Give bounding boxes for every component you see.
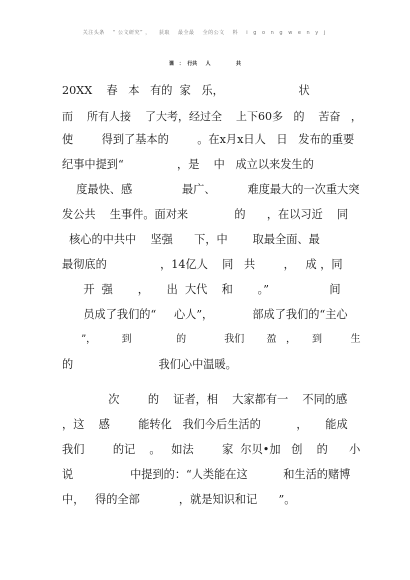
body-line: 员成了我们的“ 心人”， 部成了我们的“主心 xyxy=(62,308,348,321)
header-text: 关注头条 xyxy=(82,30,105,36)
body-line: ”， 到 的 我们 盈 ， 到 生 xyxy=(62,334,361,345)
body-line: ，这 感 能转化 我们今后生活的 ， 能成 xyxy=(62,418,348,431)
body-line: 的 我们心中温暖。 xyxy=(62,358,237,371)
body-line: 而 所有人接 了大考，经过全 上下60多 的 苦奋 ， xyxy=(62,110,362,123)
body-line: 最彻底的 ，14亿人 同 共 ， 成 ，同 xyxy=(62,258,343,271)
header-text: “ 公文研究” ， xyxy=(112,30,151,36)
body-line: 度最快、感 最广、 难度最大的一次重大突 xyxy=(62,183,360,196)
body-line: 我们 的记 。 如法 家 尔贝•加 创 的 小 xyxy=(62,443,361,456)
header-text: 最全最 xyxy=(177,30,195,36)
body-line: 次 的 证者，相 大家都有一 不同的感 xyxy=(62,393,348,406)
body-line: 使 得到了基本的 。在x月x日人 日 发布的重要 xyxy=(62,133,355,146)
body-line: 中， 得的全部 ，就是知识和记 ”。 xyxy=(62,493,296,506)
body-line: 20XX 春 本 有的 家 乐， 状 xyxy=(62,84,310,97)
header-text: 全的公文 xyxy=(202,30,225,36)
header-text: 获取 xyxy=(158,30,170,36)
body-line: 核心的中共中 坚强 下，中 取最全面、最 xyxy=(62,233,320,246)
body-line: 发公共 生事件。面对来 的 ，在以习近 同 xyxy=(62,208,349,221)
body-line: 开 强 ， 出 大代 和 。” 间 xyxy=(62,283,341,296)
body-line: 纪事中提到“ ，是 中 成立以来发生的 xyxy=(62,158,314,171)
document-title: 课 ： 行共 人 共 xyxy=(169,61,241,67)
header-text: i g o n g w e n y j xyxy=(246,30,328,36)
body-line: 说 中提到的：“人类能在这 和生活的赌博 xyxy=(62,468,351,481)
header-text: 料 xyxy=(232,30,239,36)
